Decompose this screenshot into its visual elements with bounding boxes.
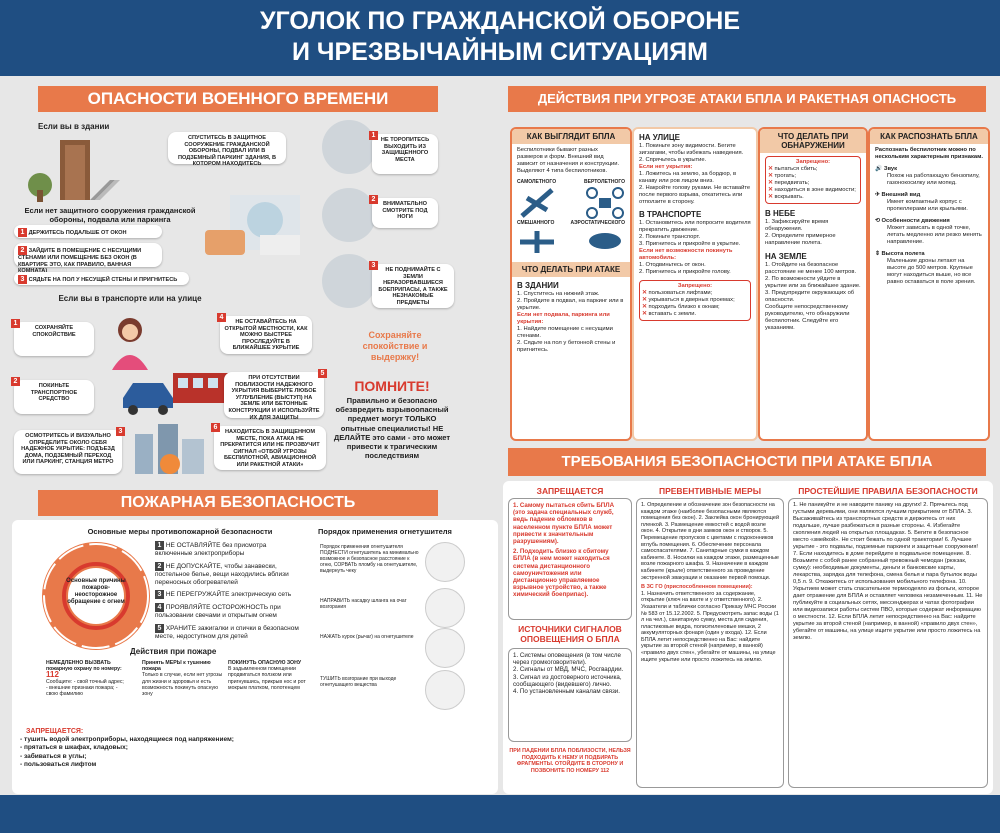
fire-forbidden-2: - прятаться в шкафах, кладовых; bbox=[20, 744, 128, 752]
fire-measures-list bbox=[155, 541, 305, 641]
remember-text: Правильно и безопасно обезвредить взрывоопасный предмет могут ТОЛЬКО опытные специалисты! НЕ ДЕЛАЙТЕ это сами - это может привести к трагическим последствиям bbox=[333, 396, 451, 461]
after-step-3 bbox=[372, 264, 454, 308]
col3-title: ПРОСТЕЙШИЕ ПРАВИЛА БЕЗОПАСНОСТИ bbox=[798, 486, 978, 496]
st-1: 1. Покиньте зону видимости. Бегите зигзагами, чтобы избежать наведения. bbox=[639, 143, 744, 156]
ext-step-2: НАПРАВИТЬ насадку шланга на очаг возгорания bbox=[320, 598, 407, 610]
view-row bbox=[875, 192, 983, 199]
g-1: 1. Отойдите на безопасное расстояние не менее 100 метров. bbox=[765, 262, 857, 275]
signals-title: ИСТОЧНИКИ СИГНАЛОВ ОПОВЕЩЕНИЯ О БПЛА bbox=[518, 624, 622, 644]
footer-bar bbox=[0, 795, 1000, 833]
transport-title: Если вы в транспорте или на улице bbox=[58, 294, 202, 303]
transport-step-6 bbox=[214, 426, 326, 470]
drone-icons-row-1 bbox=[517, 186, 625, 220]
st-4: 2. Накройте голову руками. Не вставайте после первого взрыва, откатитесь или отползите в сторону. bbox=[639, 185, 751, 205]
move-title: Особенности движения bbox=[881, 218, 950, 224]
ext-title: Порядок применения огнетушителя bbox=[318, 527, 452, 536]
action-3-text: В задымленном помещении продвигаться ползком или пригнувшись, прикрыв нос и рот мокрым платком, полотенцем bbox=[228, 666, 306, 691]
extinguisher-icon bbox=[425, 542, 465, 582]
drone-types-row-2 bbox=[517, 220, 625, 227]
col1-item-2: 2. Подходить близко к сбитому БПЛА (в нем может находиться система дистанционного самоуничтожения или дистанционно управляемое взрывное устройство, а также химический боеприпас). bbox=[513, 548, 610, 599]
p-4: вставать с земли. bbox=[648, 311, 697, 317]
st-red: Если нет укрытия: bbox=[639, 164, 693, 170]
fire-forbidden-1: - тушить водой электроприборы, находящиеся под напряжением; bbox=[20, 736, 234, 744]
d-1-row bbox=[768, 166, 858, 173]
num-3: 3 bbox=[18, 275, 27, 284]
after-step-2-text: ВНИМАТЕЛЬНО СМОТРИТЕ ПОД НОГИ bbox=[382, 201, 428, 221]
calm-text: Сохраняйте спокойствие и выдержку! bbox=[362, 330, 428, 362]
g-3: 3. Предупредите окружающих об опасности. bbox=[765, 290, 855, 303]
debris-icon bbox=[322, 120, 376, 174]
height-text: Маленькие дроны летают на высоте до 500 метров. Крупные могут находиться выше, но все равно оставаться в поле зрения. bbox=[887, 258, 976, 285]
speaker-icon: 🔊 bbox=[875, 166, 883, 172]
header-bar bbox=[0, 0, 1000, 76]
sound-text: Похож на работающую бензопилу, газонокосилку или мопед. bbox=[887, 173, 980, 186]
recog-title: КАК РАСПОЗНАТЬ БПЛА bbox=[870, 129, 988, 144]
p-1: пользоваться лифтами; bbox=[648, 290, 713, 296]
measure-2 bbox=[155, 562, 305, 587]
d-3-row bbox=[768, 180, 858, 187]
action-1-title: НЕМЕДЛЕННО ВЫЗВАТЬ пожарную охрану по номеру: bbox=[46, 660, 122, 673]
num-5: 5 bbox=[318, 369, 327, 378]
measure-3-text: НЕ ПЕРЕГРУЖАЙТЕ электрическую сеть bbox=[165, 591, 292, 599]
plane-drone-icon bbox=[517, 186, 557, 220]
signals-box bbox=[508, 648, 632, 742]
building-title: Если вы в здании bbox=[38, 122, 110, 131]
tr-2: 2. Покиньте транспорт. bbox=[639, 234, 701, 240]
no-shelter-step-2-text: ЗАЙДИТЕ В ПОМЕЩЕНИЕ С НЕСУЩИМИ СТЕНАМИ ИЛИ ПОМЕЩЕНИЕ БЕЗ ОКОН (В КВАРТИРЕ ЭТО, КАК ПРАВИЛО, ВАННАЯ bbox=[18, 248, 142, 268]
person-illustration bbox=[100, 312, 160, 370]
p-3: подходить близко к окнам; bbox=[648, 304, 720, 310]
sky-2: 2. Определите примерное направление полета. bbox=[765, 233, 836, 246]
d-5-row bbox=[768, 194, 858, 201]
fire-forbidden-4: - пользоваться лифтом bbox=[20, 760, 97, 768]
p-1-row bbox=[642, 290, 748, 297]
type-3-label: СМЕШАННОГО bbox=[517, 220, 555, 226]
after-step-2 bbox=[372, 198, 438, 228]
transport-step-3 bbox=[14, 430, 122, 474]
p-4-row bbox=[642, 311, 748, 318]
num-2: 2 bbox=[155, 562, 164, 571]
fire-forbidden bbox=[20, 728, 250, 769]
after-step-1-text: НЕ ТОРОПИТЕСЬ ВЫХОДИТЬ ИЗ ЗАЩИЩЕННОГО МЕСТА bbox=[380, 137, 430, 163]
d-4-row bbox=[768, 187, 858, 194]
transport-step-5-text: ПРИ ОТСУТСТВИИ ПОБЛИЗОСТИ НАДЕЖНОГО УКРЫТИЯ ВЫБЕРИТЕ ЛЮБОЕ УГЛУБЛЕНИЕ (ВЫСТУП) НА ЗЕМЛЕ ИЛИ БЕТОННЫЕ КОНСТРУКЦИИ И ИСПОЛЬЗУЙТЕ ИХ ДЛЯ ЗАЩИТЫ bbox=[228, 375, 320, 421]
recog-body bbox=[870, 144, 988, 289]
action-3-title: ПОКИНУТЬ ОПАСНУЮ ЗОНУ bbox=[228, 660, 302, 666]
altitude-icon: ⇕ bbox=[875, 251, 880, 257]
height-title: Высота полета bbox=[881, 251, 925, 257]
measure-1 bbox=[155, 541, 305, 558]
type-2-label: ВЕРТОЛЕТНОГО bbox=[584, 179, 625, 185]
action-2-title: Принять МЕРЫ к тушению пожара bbox=[142, 660, 211, 673]
x-icon: ✕ bbox=[768, 166, 773, 172]
num-6: 6 bbox=[211, 423, 220, 432]
street-body bbox=[634, 129, 756, 324]
tr-4: 1. Отодвиньтесь от окон. bbox=[639, 262, 706, 268]
lever-icon bbox=[425, 628, 465, 668]
card-detect bbox=[758, 127, 868, 441]
p-3-row bbox=[642, 304, 748, 311]
signal-1: 1. Системы оповещения (в том числе через громкоговорители). bbox=[513, 652, 621, 667]
measure-5-text: ХРАНИТЕ зажигалки и спички в безопасном месте, недоступном для детей bbox=[155, 625, 299, 641]
measure-3 bbox=[155, 590, 305, 599]
tr-3: 3. Пригнитесь и прикройте в укрытие. bbox=[639, 241, 741, 247]
in-building bbox=[512, 277, 630, 357]
uav-heading: ДЕЙСТВИЯ ПРИ УГРОЗЕ АТАКИ БПЛА И РАКЕТНАЯ ОПАСНОСТЬ bbox=[508, 86, 986, 112]
sky-title: В НЕБЕ bbox=[765, 209, 796, 218]
transport-step-3-text: ОСМОТРИТЕСЬ И ВИЗУАЛЬНО ОПРЕДЕЛИТЕ ОКОЛО СЕБЯ НАДЕЖНОЕ УКРЫТИЕ: ПОДЪЕЗД ДОМА, ПОДЗЕМНЫЙ ПЕРЕХОД ИЛИ ПАРКИНГ, СТАНЦИЯ МЕТРО bbox=[21, 433, 115, 466]
after-step-1 bbox=[372, 134, 438, 174]
move-text: Может зависать в одной точке, летать медленно или резко менять направление. bbox=[887, 225, 982, 245]
ib-2: 2. Пройдите в подвал, на паркинг или в укрытие. bbox=[517, 298, 624, 311]
signal-4: 4. По установленным каналам связи. bbox=[513, 688, 620, 696]
signal-3: 3. Сигнал из достоверного источника, сообщающего (видевшего) лично. bbox=[513, 673, 622, 688]
ib-4: 2. Сядьте на пол у бетонной стены и пригнитесь. bbox=[517, 340, 616, 353]
sky-1: 1. Зафиксируйте время обнаружения. bbox=[765, 219, 829, 232]
building-step-1-text: СПУСТИТЕСЬ В ЗАЩИТНОЕ СООРУЖЕНИЕ ГРАЖДАНСКОЙ ОБОРОНЫ, ПОДВАЛ ИЛИ В ПОДЗЕМНЫЙ ПАРКИНГ ЗДАНИЯ, В КОТОРОМ НАХОДИТЕСЬ bbox=[177, 135, 277, 168]
transport-step-4-text: НЕ ОСТАВАЙТЕСЬ НА ОТКРЫТОЙ МЕСТНОСТИ, КАК МОЖНО БЫСТРЕЕ ПРОСЛЕДУЙТЕ В БЛИЖАЙШЕЕ УКРЫТИЕ bbox=[224, 319, 308, 352]
card-look-title: КАК ВЫГЛЯДИТ БПЛА bbox=[512, 129, 630, 144]
car-illustration bbox=[118, 368, 228, 416]
actions-title: Действия при пожаре bbox=[130, 647, 217, 656]
ext-step-4: ТУШИТЬ возгорание при выходе огнетушащего вещества bbox=[320, 676, 397, 688]
room-illustration bbox=[200, 190, 305, 260]
st-2: 2. Спрячьтесь в укрытие. bbox=[639, 157, 707, 163]
ground-title: НА ЗЕМЛЕ bbox=[765, 252, 807, 261]
no-shelter-step-3 bbox=[14, 272, 189, 285]
view-title: Внешний вид bbox=[881, 192, 921, 198]
no-shelter-step-3-text: СЯДЬТЕ НА ПОЛ У НЕСУЩЕЙ СТЕНЫ И ПРИГНИТЕСЬ bbox=[28, 277, 178, 283]
col1-item-1: 1. Самому пытаться сбить БПЛА (это задача специальных служб, ведь падение обломков в населенном пункте БПЛА может привести к значительным разрушениям). bbox=[513, 502, 615, 546]
balloon-drone-icon bbox=[585, 227, 625, 257]
fire-forbidden-3: - забиваться в углы; bbox=[20, 752, 87, 760]
remember-title: ПОМНИТЕ! bbox=[354, 378, 430, 394]
city-illustration bbox=[130, 424, 210, 474]
detect-body bbox=[760, 153, 866, 335]
ext-step-1: Порядок применения огнетушителя ПОДНЕСТИ огнетушитель на минимально возможное и безопасное расстояние к огню, СОРВАТЬ пломбу на огнетушителе, выдернуть чеку bbox=[320, 544, 419, 574]
num-1: 1 bbox=[11, 319, 20, 328]
num-4: 4 bbox=[217, 313, 226, 322]
action-2-text: Только в случае, если нет угрозы для жизни и здоровья и есть возможность покинуть опасную зону bbox=[142, 672, 223, 698]
col2-text-2: 1. Назначить ответственного за содержание, открытие (ключ на вахте и у ответственного). 2. Указатели и таблички согласно Приказу МЧС России № 583 от 15.12.2002. 5. Предусмотреть запас воды (1 л на чел.), санитарную сумку, места для сидения, пластиковые ведра, полиэтиленовые мешки, 2 аккумуляторных фонаря (один у входа). 12. Если БПЛА летит непосредственно на Вас: найдите укрытие за второй стеной (например, в ванной) «правило двух стен», убегайте от машины, на улице ищите укрытие или просто ложитесь на землю. bbox=[641, 590, 779, 663]
num-1: 1 bbox=[18, 228, 27, 237]
card-look bbox=[510, 127, 632, 441]
action-2 bbox=[142, 660, 224, 728]
num-2: 2 bbox=[18, 246, 27, 255]
drone-types-row-1 bbox=[517, 179, 625, 186]
transport-step-1-text: СОХРАНЯЙТЕ СПОКОЙСТВИЕ bbox=[32, 325, 76, 338]
type-1-label: САМОЛЕТНОГО bbox=[517, 179, 557, 185]
war-heading: ОПАСНОСТИ ВОЕННОГО ВРЕМЕНИ bbox=[38, 86, 438, 112]
d-4: находиться в зоне видимости; bbox=[774, 187, 856, 193]
d-2: трогать; bbox=[774, 173, 796, 179]
tr-5: 2. Пригнитесь и прикройте голову. bbox=[639, 269, 731, 275]
num-3: 3 bbox=[155, 590, 164, 599]
building-step-1 bbox=[168, 132, 286, 168]
x-icon: ✕ bbox=[642, 290, 647, 296]
d-3: передвигать; bbox=[774, 180, 810, 186]
no-shelter-title: Если нет защитного сооружения гражданской обороны, подвала или паркинга bbox=[24, 206, 196, 224]
detect-prohibited-title: Запрещено: bbox=[795, 159, 831, 165]
num-3: 3 bbox=[116, 427, 125, 436]
sound-row bbox=[875, 166, 983, 173]
prohibited-title: Запрещено: bbox=[677, 283, 713, 289]
col2-box bbox=[636, 498, 784, 788]
col2-red: В ЗС ГО (приспособленном помещении): bbox=[641, 584, 753, 591]
sound-title: Звук bbox=[883, 166, 898, 172]
recog-text: Распознать беспилотник можно по нескольким характерным признакам. bbox=[875, 147, 984, 160]
col2-text: 1. Определение и обозначение зон безопасности на каждом этаже (наиболее безопасными являются помещения без окон). 2. Заклейка окон бронирующей пленкой. 3. Размещение емкостей с водой возле окон. 4. Открытие в дни замков окон и створок. 5. Перемещение пропусков с цветами с подоконников вглубь помещения. 6. Обеспечение персонала самоспасателями. 7. Санитарные сумки в каждом кабинете. 8. Носилки на каждом этаже, размещенные возле пожарного шкафа. 9. Назначение в каждом кабинете (крыле) ответственного за проведение экстренной эвакуации и оказание первой помощи. bbox=[641, 502, 780, 581]
x-icon: ✕ bbox=[642, 297, 647, 303]
num-2: 2 bbox=[369, 195, 378, 204]
x-icon: ✕ bbox=[642, 311, 647, 317]
building-illustration bbox=[20, 135, 130, 205]
num-3: 3 bbox=[369, 261, 378, 270]
card-recognize bbox=[868, 127, 990, 441]
measure-2-text: НЕ ДОПУСКАЙТЕ, чтобы занавески, постельное белье, вещи находились вблизи переносных обогревателей bbox=[155, 562, 289, 586]
spray-icon bbox=[425, 670, 465, 710]
transport-title-uav: В ТРАНСПОРТЕ bbox=[639, 210, 702, 219]
col1-title: ЗАПРЕЩАЕТСЯ bbox=[536, 486, 604, 496]
transport-step-6-text: НАХОДИТЕСЬ В ЗАЩИЩЕННОМ МЕСТЕ, ПОКА АТАКА НЕ ПРЕКРАТИТСЯ ИЛИ НЕ ПРОЗВУЧИТ СИГНАЛ «ОТБОЙ УГРОЗЫ БЕСПИЛОТНОЙ, АВИАЦИОННОЙ ИЛИ РАКЕТНОЙ АТАКИ» bbox=[220, 429, 320, 468]
height-row bbox=[875, 251, 983, 258]
action-3 bbox=[228, 660, 310, 728]
card-look-body bbox=[512, 144, 630, 260]
hose-icon bbox=[425, 588, 465, 628]
transport-step-5 bbox=[224, 370, 325, 421]
num-4: 4 bbox=[155, 603, 164, 612]
col2-title: ПРЕВЕНТИВНЫЕ МЕРЫ bbox=[658, 486, 762, 496]
fire-forbidden-title: ЗАПРЕЩАЕТСЯ: bbox=[26, 728, 84, 735]
num-2: 2 bbox=[11, 377, 20, 386]
boot-icon bbox=[322, 188, 376, 242]
no-shelter-step-1 bbox=[14, 225, 162, 238]
copter-drone-icon bbox=[585, 186, 625, 220]
drone-icon: ✈ bbox=[875, 192, 880, 198]
action-1 bbox=[46, 660, 126, 728]
num-5: 5 bbox=[155, 624, 164, 633]
d-1: пытаться сбить; bbox=[774, 166, 818, 172]
street-title: НА УЛИЦЕ bbox=[639, 133, 680, 142]
col3-text: 1. Не паникуйте и не наводите панику на других! 2. Прячьтесь под густыми деревьями, они являются лучшим прикрытием от БПЛА. 3. Высаживайтесь из транспортных средств и держитесь от них подальше, лучше разбежаться в разные стороны. 4. Избегайте скопления людей на открытых площадках. 5. Бегите в безопасное место «змейкой». Не стоит бежать по одной траектории! 6. Лучшее укрытие - это подвалы, подземные паркинги и защитные сооружения! 7. Если находитесь в доме перейдите в подвальное помещение. 8. Возьмите с собой ранее собранный тревожный чемодан (рюкзак, сумку): необходимые документы, деньги и банковские карты, лекарства, зарядка для телефона, смена белья и пара бутылок воды 0,5 л. 9. Откажитесь от использования мобильного телефона. 10. Укрытием может стать спасательное термоодеяло из фольги, которое дает отражение для БПЛА и оставляет человека незамеченным. 11. Не публикуйте в социальных сетях, мессенджерах и чатах фотографии или видеозаписи работы систем ПВО, которые содержат информацию о местности. 12. Если БПЛА летит непосредственно на Вас: найдите укрытие за второй стеной (например, в ванной) «правило двух стен», убегайте от машины, на улице ищите укрытие или просто ложитесь на землю. bbox=[793, 502, 983, 641]
req-heading: ТРЕБОВАНИЯ БЕЗОПАСНОСТИ ПРИ АТАКЕ БПЛА bbox=[508, 448, 986, 476]
tr-red: Если нет возможности покинуть автомобиль: bbox=[639, 248, 733, 261]
num-1: 1 bbox=[369, 131, 378, 140]
detect-prohibited-box bbox=[765, 156, 861, 204]
col1-footer: ПРИ ПАДЕНИИ БПЛА ПОБЛИЗОСТИ, НЕЛЬЗЯ ПОДХОДИТЬ К НЕМУ И ПОДБИРАТЬ ФРАГМЕНТЫ. ОТОЙДИТЕ В СТОРОНУ И ПОЗВОНИТЕ ПО НОМЕРУ 112 bbox=[509, 748, 631, 774]
ib-1: 1. Спуститесь на нижний этаж. bbox=[517, 291, 600, 297]
wheel-center-text: Основные причины пожаров- неосторожное обращение с огнем bbox=[66, 578, 126, 605]
measures-title: Основные меры противопожарной безопасности bbox=[87, 527, 273, 536]
look-text: Беспилотники бывают разных размеров и форм. Внешний вид зависит от назначения и конструкции. Выделяют 4 типа беспилотников. bbox=[517, 147, 620, 174]
p-2-row bbox=[642, 297, 748, 304]
ib-red: Если нет подвала, паркинга или укрытия: bbox=[517, 312, 610, 325]
x-icon: ✕ bbox=[768, 180, 773, 186]
action-1-number: 112 bbox=[46, 670, 59, 680]
hand-icon bbox=[322, 254, 376, 308]
d-5: вскрывать. bbox=[774, 194, 804, 200]
action-1-text: Сообщите: - свой точный адрес; - внешние признаки пожара; - свою фамилию bbox=[46, 678, 124, 698]
measure-4 bbox=[155, 603, 305, 620]
drone-icons-row-2 bbox=[517, 227, 625, 257]
measure-5 bbox=[155, 624, 305, 641]
transport-step-4 bbox=[220, 316, 312, 354]
col3-box bbox=[788, 498, 988, 788]
route-icon: ⟲ bbox=[875, 218, 880, 224]
col1-box bbox=[508, 498, 632, 620]
detect-title: ЧТО ДЕЛАТЬ ПРИ ОБНАРУЖЕНИИ bbox=[760, 129, 866, 153]
hybrid-drone-icon bbox=[517, 227, 557, 257]
x-icon: ✕ bbox=[768, 187, 773, 193]
measure-4-text: ПРОЯВЛЯЙТЕ ОСТОРОЖНОСТЬ при пользовании свечами и открытым огнем bbox=[155, 604, 281, 620]
title-line-2: И ЧРЕЗВЫЧАЙНЫМ СИТУАЦИЯМ bbox=[292, 38, 708, 66]
x-icon: ✕ bbox=[642, 304, 647, 310]
after-step-3-text: НЕ ПОДНИМАЙТЕ С ЗЕМЛИ НЕРАЗОРВАВШИЕСЯ БОЕПРИПАСЫ, А ТАКЖЕ НЕЗНАКОМЫЕ ПРЕДМЕТЫ bbox=[378, 267, 448, 306]
st-3: 1. Ложитесь на землю, за бордюр, в канаву или ров лицом вниз. bbox=[639, 171, 737, 184]
ib-3: 1. Найдите помещение с несущими стенами. bbox=[517, 326, 613, 339]
attack-title: ЧТО ДЕЛАТЬ ПРИ АТАКЕ bbox=[512, 262, 630, 277]
num-1: 1 bbox=[155, 541, 164, 550]
view-text: Имеет компактный корпус с пропеллерами или крыльями. bbox=[887, 199, 968, 212]
measure-1-text: НЕ ОСТАВЛЯЙТЕ без присмотра включенные электроприборы bbox=[155, 542, 267, 557]
in-building-title: В ЗДАНИИ bbox=[517, 281, 559, 290]
transport-step-2 bbox=[14, 380, 94, 414]
signal-2: 2. Сигналы от МВД, МЧС, Росгвардии. bbox=[513, 666, 624, 674]
p-2: укрываться в дверных проемах; bbox=[648, 297, 735, 303]
d-2-row bbox=[768, 173, 858, 180]
prohibited-box bbox=[639, 280, 751, 321]
card-street bbox=[632, 127, 758, 441]
move-row bbox=[875, 218, 983, 225]
title-line-1: УГОЛОК ПО ГРАЖДАНСКОЙ ОБОРОНЕ bbox=[259, 7, 741, 35]
fire-heading: ПОЖАРНАЯ БЕЗОПАСНОСТЬ bbox=[38, 490, 438, 516]
transport-step-1 bbox=[14, 322, 94, 356]
g-2: 2. По возможности уйдите в укрытие или за ближайшее здание. bbox=[765, 276, 861, 289]
transport-step-2-text: ПОКИНЬТЕ ТРАНСПОРТНОЕ СРЕДСТВО bbox=[30, 383, 78, 403]
tr-1: 1. Остановитесь или попросите водителя прекратить движение. bbox=[639, 220, 751, 233]
page-title bbox=[0, 6, 1000, 68]
no-shelter-step-1-text: ДЕРЖИТЕСЬ ПОДАЛЬШЕ ОТ ОКОН bbox=[28, 230, 127, 236]
ext-step-3: НАЖАТЬ курок (рычаг) на огнетушителе bbox=[320, 634, 414, 640]
g-4: Сообщите непосредственному руководителю, что обнаружили беспилотник. Следуйте его указаниям. bbox=[765, 304, 850, 331]
no-shelter-step-2 bbox=[14, 243, 162, 267]
x-icon: ✕ bbox=[768, 194, 773, 200]
type-4-label: АЭРОСТАТИЧЕСКОГО bbox=[570, 220, 625, 226]
x-icon: ✕ bbox=[768, 173, 773, 179]
